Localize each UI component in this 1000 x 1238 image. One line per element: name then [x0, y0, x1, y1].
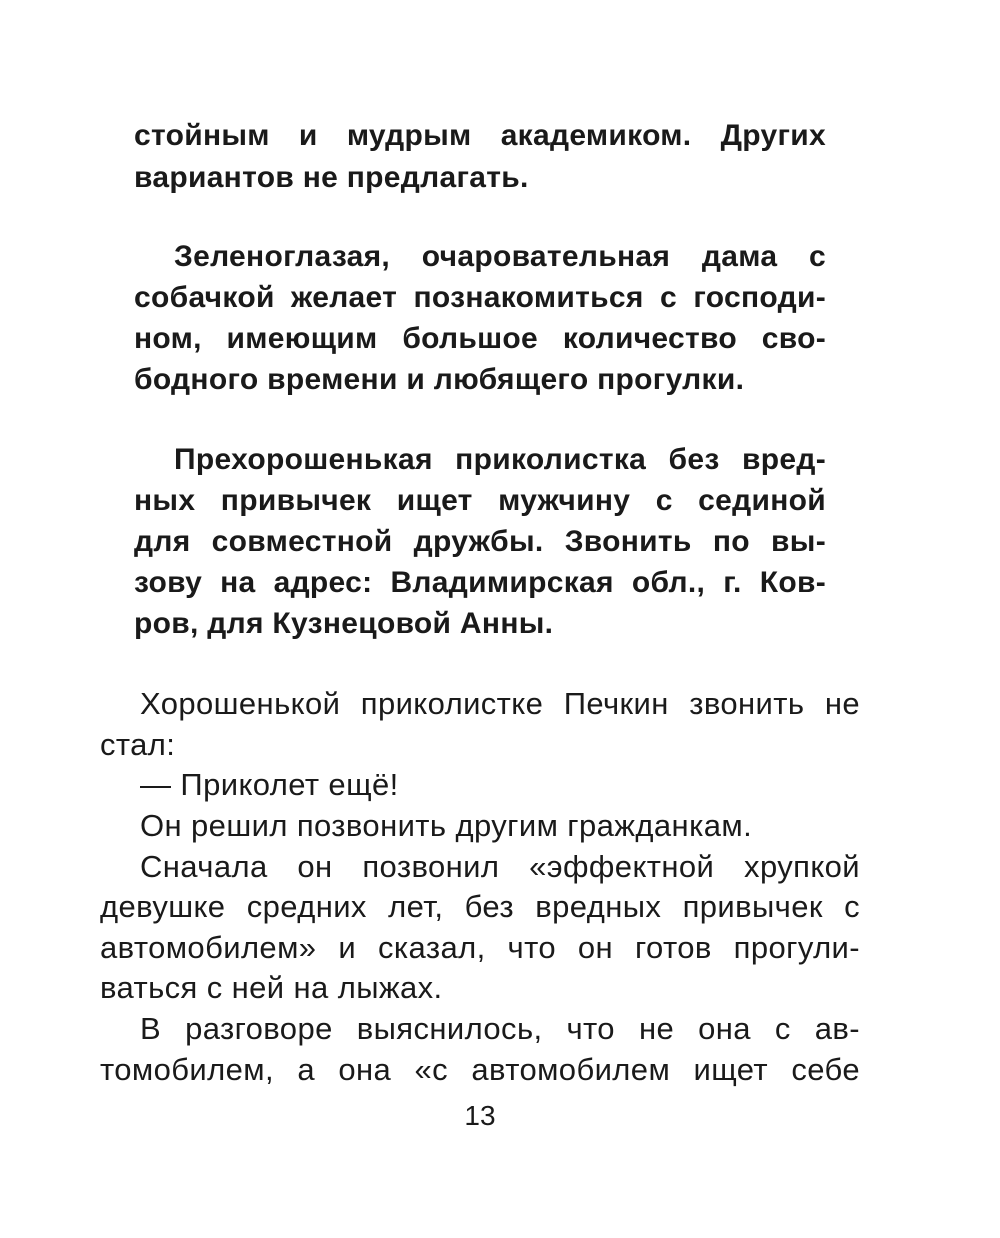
paragraph-line: томобилем, а она «с автомобилем ищет себе	[100, 1052, 860, 1087]
ad-line: стойным и мудрым академиком. Других	[134, 119, 826, 152]
ad-line: ных привычек ищет мужчину с сединой	[134, 484, 826, 517]
ad-line: Прехорошенькая приколистка без вред-	[174, 443, 826, 476]
ad-line: вариантов не предлагать.	[134, 161, 529, 194]
paragraph-line: стал:	[100, 727, 176, 762]
ad-line: зову на адрес: Владимирская обл., г. Ков-	[134, 566, 826, 599]
ad-line: ров, для Кузнецовой Анны.	[134, 607, 554, 640]
dialogue-line: — Приколет ещё!	[140, 767, 399, 802]
ad-line: собачкой желает познакомиться с господи-	[134, 281, 826, 314]
paragraph-line: Он решил позвонить другим гражданкам.	[140, 808, 753, 843]
ad-line: для совместной дружбы. Звонить по вы-	[134, 525, 826, 558]
page-number: 13	[464, 1100, 496, 1131]
ad-line: ном, имеющим большое количество сво-	[134, 322, 826, 355]
ad-line: Зеленоглазая, очаровательная дама с	[174, 240, 826, 273]
paragraph-line: автомобилем» и сказал, что он готов прогули-	[100, 930, 860, 965]
paragraph-line: Сначала он позвонил «эффектной хрупкой	[140, 849, 860, 884]
ad-line: бодного времени и любящего прогулки.	[134, 363, 745, 396]
paragraph-line: Хорошенькой приколистке Печкин звонить не	[140, 686, 860, 721]
paragraph-line: ваться с ней на лыжах.	[100, 970, 443, 1005]
paragraph-line: девушке средних лет, без вредных привычек с	[100, 889, 860, 924]
paragraph-line: В разговоре выяснилось, что не она с ав-	[140, 1011, 860, 1046]
